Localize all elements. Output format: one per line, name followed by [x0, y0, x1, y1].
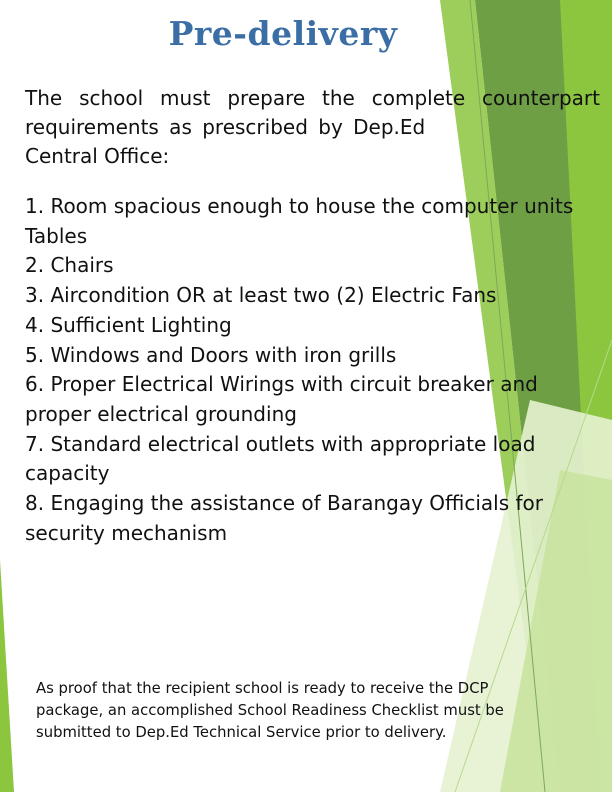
requirement-line: 3. Aircondition OR at least two (2) Electric Fans [25, 283, 497, 308]
note-line: As proof that the recipient school is ready to receive the DCP [36, 680, 489, 697]
requirement-line: 8. Engaging the assistance of Barangay Officials for [25, 491, 543, 516]
intro-paragraph [25, 84, 600, 171]
intro-line: The school must prepare the complete counterpart [25, 86, 600, 110]
requirement-line: 5. Windows and Doors with iron grills [25, 342, 397, 367]
slide-title: Pre-delivery [168, 14, 398, 53]
requirement-line: 6. Proper Electrical Wirings with circuit breaker and [25, 372, 538, 397]
intro-line: Central Office: [25, 144, 170, 168]
note-line: package, an accomplished School Readiness Checklist must be [36, 702, 504, 719]
requirement-line: capacity [25, 461, 110, 486]
requirement-line: 2. Chairs [25, 253, 114, 278]
requirement-line: 4. Sufficient Lighting [25, 312, 232, 337]
requirement-line: 7. Standard electrical outlets with appropriate load [25, 431, 536, 456]
requirements-list [25, 192, 610, 548]
left-green-sliver [0, 560, 14, 792]
requirement-line: 1. Room spacious enough to house the computer units [25, 194, 574, 218]
readiness-note [36, 678, 556, 744]
requirement-line: proper electrical grounding [25, 401, 297, 426]
requirement-line: Tables [25, 223, 88, 248]
note-line: submitted to Dep.Ed Technical Service prior to delivery. [36, 724, 447, 741]
intro-line: requirements as prescribed by Dep.Ed [25, 115, 426, 139]
requirement-line: security mechanism [25, 520, 228, 545]
